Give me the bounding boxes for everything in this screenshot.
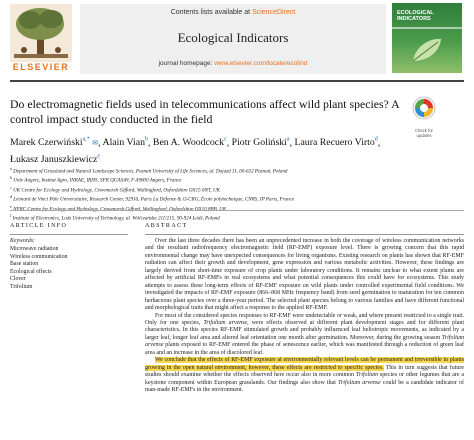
affiliation: $^a$ Department of Grassland and Natural Landscape Sciences, Poznań University of Life Sciences, ul. Dojazd 11, 60-632 Poznań, Poland (10, 166, 288, 175)
header-divider (10, 80, 464, 82)
sciencedirect-link[interactable]: ScienceDirect (252, 9, 296, 16)
crossmark-label-line2: updates (416, 133, 432, 138)
keyword: Ecological effects (10, 268, 52, 275)
abstract-paragraph: Over the last three decades there has been an unprecedented increase in both the coverage of wireless communication networks and the resultant radiofrequency electromagnetic field (RF-EMF) exposure level. There is growing concern that this rapid environmental change may have unexpected consequences for living organisms. Existing research on plants has shown that RF-EMF radiation can affect their growth and development, gene expression and various metabolic activities. However, these findings are largely derived from short-time exposure of crop plants under laboratory conditions. It remains unclear to what extent plants are affected by artificial RF-EMFs in real ecosystems and what potential consequences this could have for ecosystems. This study attempts to assess these long-term effects of RF-EMF exposure on wild plants under controlled experimental field conditions. We investigated the impacts of RF-EMF exposure (866–868 MHz frequency band) from seed germination to maturation for ten common herbaceous plant species over a three-year period. The selected plant species belong to various families and have different functional and morphological traits that might affect a response to the applied RF-EMF. (145, 238, 464, 312)
crossmark-icon[interactable] (411, 96, 437, 126)
cover-leaf-icon (410, 36, 444, 64)
keyword: Trifolium (10, 283, 33, 290)
journal-cover[interactable] (392, 3, 462, 73)
affiliation: $^f$ Institute of Electronics, Lodz University of Technology, ul. Wólczańska 211/215, 90-924 Łódź, Poland (10, 213, 220, 223)
author[interactable]: Alain Vian$^b$ (102, 137, 148, 149)
keywords-heading: Keywords: (10, 238, 35, 244)
author[interactable]: Łukasz Januszkiewicz$^e$ (10, 153, 100, 165)
keyword: Clover (10, 276, 26, 283)
cover-title-line1: ECOLOGICAL (397, 10, 434, 16)
keyword-list (10, 246, 68, 292)
author[interactable]: Piotr Goliński$^a$ (231, 137, 290, 149)
keyword: Base station (10, 261, 39, 268)
affiliation: e (10, 203, 12, 209)
crossmark-label-line1: Check for (415, 128, 433, 133)
keyword: Microwave radiation (10, 246, 59, 252)
affiliation: $^d$ Léonard de Vinci Pôle Universitaire, Research Center, 92916, Paris La Défense & i3-CRG, École polytechnique, CNRS, IP Paris, France (10, 194, 295, 204)
elsevier-tree-logo-icon (10, 4, 72, 62)
author-list: Marek Czerwiński$^{a,*}$ ✉, Alain Vian$^b$, Ben A. Woodcock$^c$, Piotr Goliński$^a$, Laura Recuero Virto$^d$, Łukasz Januszkiewicz$^e$ (10, 137, 381, 165)
homepage-link[interactable]: www.elsevier.com/locate/ecolind (214, 60, 308, 67)
homepage-prefix: journal homepage: (158, 60, 215, 67)
author[interactable]: Laura Recuero Virto$^d$ (294, 137, 378, 149)
cover-title (397, 10, 434, 22)
article-info-heading: ARTICLE INFO (10, 223, 68, 229)
abstract-paragraph: We conclude that the effects of RF-EMF exposure at environmentally relevant levels can be permanent and irreversible in plants growing in the open natural environment, however, these effects are restricted to specific species. This in turn suggests that future studies should examine whether the effects observed here occur also in more common Trifolium species or other legumes that are a keystone component within European grasslands. Our findings also show that Trifolium arvense could be a candidate indicator of man-made RF-EMFs in the environment. (145, 357, 465, 394)
article-title: Do electromagnetic fields used in telecommunications affect wild plant species? A control impact study conducted in the field (10, 97, 399, 126)
cover-title-line2: INDICATORS (397, 16, 431, 22)
contents-prefix: Contents lists available at (170, 9, 253, 16)
cover-band (392, 27, 462, 29)
section-divider (10, 210, 464, 211)
affiliations (10, 166, 460, 223)
email-icon[interactable]: ✉ (92, 139, 99, 148)
journal-banner (80, 4, 386, 74)
keyword: Wireless communication (10, 253, 68, 260)
affiliation: $^b$ Univ Angers, Institut Agro, INRAE, IRHS, SFR QUASAV, F-49000 Angers, France (10, 175, 182, 185)
abstract-rule (145, 234, 464, 235)
publisher-name: ELSEVIER (12, 62, 70, 72)
affiliation: $^c$ UK Centre for Ecology and Hydrology, Crowmarsh Gifford, Wallingford, Oxfordshire OX15 6NT, UK (10, 184, 221, 194)
highlighted-text: We conclude that the effects of RF-EMF exposure at environmentally relevant levels can be permanent and irreversible in plants growing in the open natural environment, however, these effects are restricted to specific species. (145, 357, 464, 371)
abstract-heading: ABSTRACT (145, 223, 188, 229)
author[interactable]: Marek Czerwiński$^{a,*}$ ✉ (10, 137, 99, 149)
abstract-body (145, 238, 464, 395)
author[interactable]: Ben A. Woodcock$^c$ (152, 137, 227, 149)
contents-line (80, 9, 386, 16)
journal-name[interactable]: Ecological Indicators (177, 30, 289, 45)
journal-header (0, 0, 474, 78)
journal-homepage (80, 60, 386, 67)
abstract-paragraph: For most of the considered species responses to RF-EMF were undetectable or weak, and where present restricted to a single trait. Only for one species, Trifolium arvense, were effects observed at different plant development stages and for different plant characteristics. In this species RF-EMF stimulated growth and probably influenced leaf heliotropic movements, as indicated by a larger leaf, longer leaf area and altered leaf orientation one month after germination. Moreover, during the growing season Trifolium arvense plants exposed to RF-EMF entered the phase of senescence earlier, which was manifested through a reduction of green leaf area and an increase in the area of discolored leaf. (145, 312, 464, 356)
article-info-rule (10, 234, 128, 235)
